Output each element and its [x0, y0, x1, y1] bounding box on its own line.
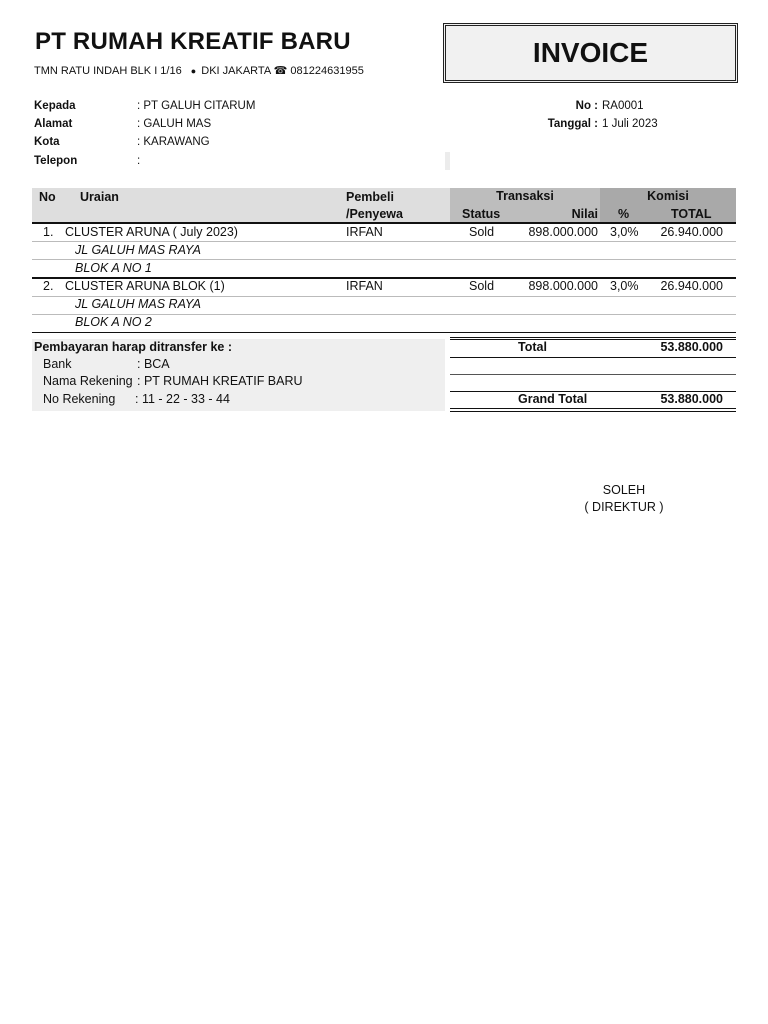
payment-title: Pembayaran harap ditransfer ke :	[34, 340, 232, 354]
row-persen: 3,0%	[610, 225, 639, 239]
col-transaksi-header: Transaksi	[496, 189, 554, 203]
row-persen: 3,0%	[610, 279, 639, 293]
kepada-label: Kepada	[34, 100, 76, 112]
header-bottom-rule	[32, 222, 736, 224]
signatory-name: SOLEH	[602, 483, 646, 497]
total-label: Total	[518, 340, 547, 354]
account-number-label: No Rekening	[43, 392, 116, 406]
row-nilai: 898.000.000	[528, 279, 598, 293]
row-divider	[32, 259, 736, 260]
row-nilai: 898.000.000	[528, 225, 598, 239]
row-uraian: CLUSTER ARUNA ( July 2023)	[65, 225, 238, 239]
cell-marker	[445, 152, 450, 170]
row-divider	[32, 241, 736, 242]
grand-total-value: 53.880.000	[660, 392, 723, 406]
bank-label: Bank	[43, 357, 72, 371]
kota-label: Kota	[34, 136, 60, 148]
account-name-value: : PT RUMAH KREATIF BARU	[137, 374, 303, 388]
col-total-header: TOTAL	[671, 207, 712, 221]
city-text: DKI JAKARTA	[201, 65, 271, 77]
col-status-header: Status	[462, 207, 501, 221]
company-name: PT RUMAH KREATIF BARU	[35, 28, 351, 55]
account-name-label: Nama Rekening	[43, 374, 133, 388]
total-rule	[450, 357, 736, 358]
telepon-label: Telepon	[34, 155, 78, 167]
row-detail-block: BLOK A NO 2	[75, 315, 152, 329]
row-detail-street: JL GALUH MAS RAYA	[75, 297, 201, 311]
row-pembeli: IRFAN	[346, 225, 383, 239]
total-top-rule	[450, 337, 736, 338]
row-no: 1.	[43, 225, 54, 239]
col-komisi-header: Komisi	[647, 189, 689, 203]
tanggal-value: 1 Juli 2023	[602, 118, 658, 130]
account-number-value: : 11 - 22 - 33 - 44	[135, 392, 230, 406]
address-text: TMN RATU INDAH BLK I 1/16	[34, 65, 182, 77]
row-detail-street: JL GALUH MAS RAYA	[75, 243, 201, 257]
col-no-header: No	[39, 190, 56, 204]
row-uraian: CLUSTER ARUNA BLOK (1)	[65, 279, 225, 293]
tanggal-label: Tanggal :	[547, 118, 598, 130]
bank-value: : BCA	[137, 357, 170, 371]
bullet-icon: ●	[190, 66, 197, 76]
table-bottom-rule	[32, 332, 736, 333]
alamat-value: : GALUH MAS	[137, 118, 212, 130]
col-uraian-header: Uraian	[80, 190, 119, 204]
total-rule	[450, 374, 736, 375]
row-status: Sold	[469, 225, 495, 239]
row-status: Sold	[469, 279, 495, 293]
col-nilai-header: Nilai	[571, 207, 598, 221]
invoice-title: INVOICE	[443, 23, 738, 83]
grand-total-label: Grand Total	[518, 392, 588, 406]
invoice-no-value: RA0001	[602, 100, 644, 112]
col-penyewa-header: /Penyewa	[346, 207, 403, 221]
col-persen-header: %	[618, 207, 630, 221]
telephone-icon: ☎	[273, 65, 288, 77]
row-no: 2.	[43, 279, 54, 293]
kepada-value: : PT GALUH CITARUM	[137, 100, 256, 112]
total-value: 53.880.000	[660, 340, 723, 354]
alamat-label: Alamat	[34, 118, 73, 130]
grand-total-bottom-rule	[450, 411, 736, 412]
row-total: 26.940.000	[660, 225, 723, 239]
row-detail-block: BLOK A NO 1	[75, 261, 152, 275]
telepon-value: :	[137, 155, 141, 167]
row-total: 26.940.000	[660, 279, 723, 293]
row-pembeli: IRFAN	[346, 279, 383, 293]
grand-total-bottom-rule	[450, 408, 736, 409]
col-pembeli-header: Pembeli	[346, 190, 394, 204]
signatory-title: ( DIREKTUR )	[584, 500, 664, 514]
phone-text: 081224631955	[290, 65, 364, 77]
company-address	[34, 64, 364, 77]
kota-value: : KARAWANG	[137, 136, 210, 148]
invoice-no-label: No :	[575, 100, 598, 112]
